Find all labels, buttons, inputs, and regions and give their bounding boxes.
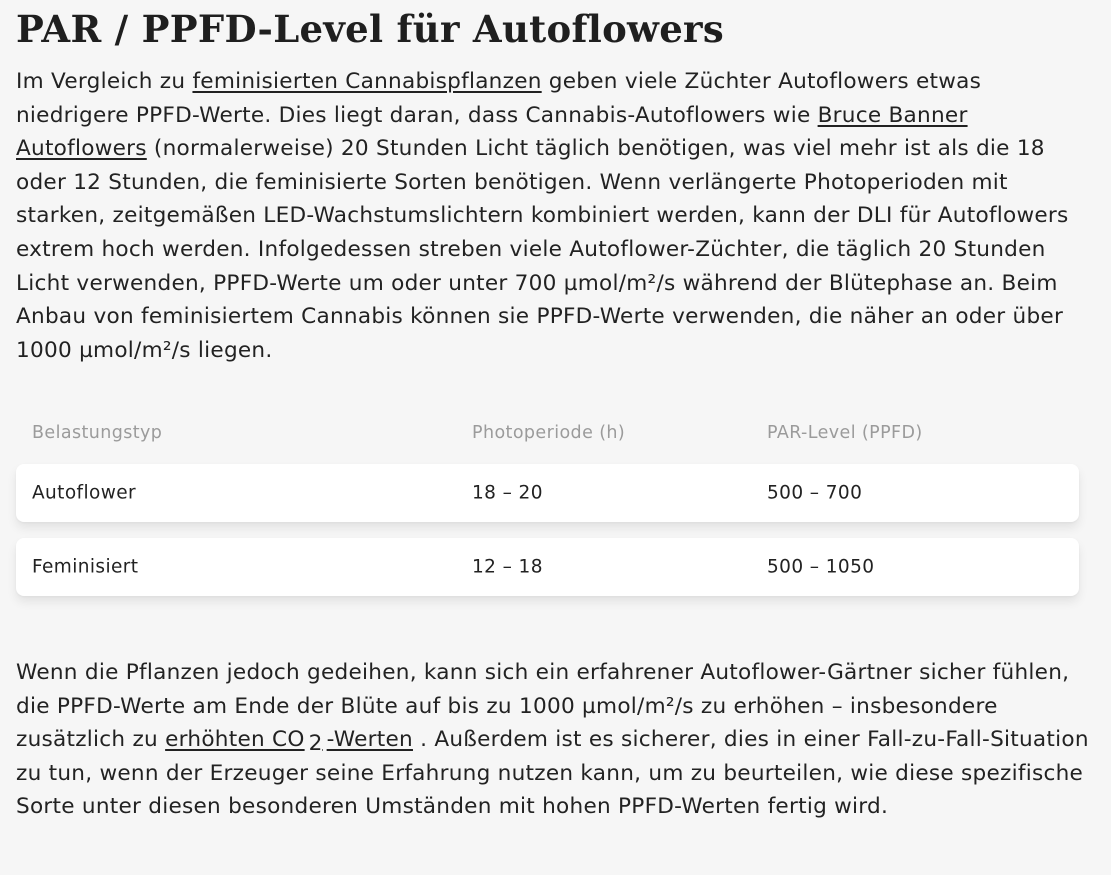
bruce-banner-link[interactable]: Bruce Banner Autoflowers [16,102,968,162]
paragraph-text: geben viele Züchter Autoflowers etwas niedrigere PPFD-Werte. Dies liegt daran, dass Cannabis-Autoflowers wie [16,69,982,128]
cell-par-level: 500 – 700 [767,482,863,504]
cell-par-level: 500 – 1050 [767,556,875,578]
intro-paragraph [16,65,1091,367]
followup-paragraph [16,656,1091,824]
paragraph-text: Im Vergleich zu [16,69,193,94]
table-row [16,464,1079,522]
co2-link-suffix: -Werten [326,727,413,753]
column-header-photoperiod: Photoperiode (h) [472,423,626,443]
table-row [16,538,1079,596]
cell-type: Feminisiert [32,556,139,578]
section-heading: PAR / PPFD-Level für Autoflowers [16,7,724,51]
paragraph-text: (normalerweise) 20 Stunden Licht täglich benötigen, was viel mehr ist als die 18 oder 12 Stunden, die feminisierte Sorten benötigen. Wenn verlängerte Photoperioden mit starken, zeitgemäßen LED-Wachstumslichtern kombiniert werden, kann der DLI für Autoflowers extrem hoch werden. Infolgedessen streben viele Autoflower-Züchter, die täglich 20 Stunden Licht verwenden, PPFD-Werte um oder unter 700 µmol/m²/s während der Blütephase an. Beim Anbau von feminisiertem Cannabis können sie PPFD-Werte verwenden, die näher an oder über 1000 µmol/m²/s liegen. [16,136,1069,363]
column-header-par-level: PAR-Level (PPFD) [767,423,923,443]
table-header [16,414,1079,452]
feminized-cannabis-link[interactable]: feminisierten Cannabispflanzen [192,69,542,94]
co2-link-text: erhöhten CO [165,727,305,753]
paragraph-text: Wenn die Pflanzen jedoch gedeihen, kann sich ein erfahrener Autoflower-Gärtner sicher fühlen, die PPFD-Werte am Ende der Blüte auf bis zu 1000 µmol/m²/s zu erhöhen – insbesondere zusätzlich zu [16,660,1070,753]
cell-photoperiod: 18 – 20 [472,482,543,504]
co2-levels-link[interactable] [165,727,413,757]
cell-photoperiod: 12 – 18 [472,556,543,578]
co2-subscript: 2 [308,731,323,757]
ppfd-table [16,414,1079,578]
cell-type: Autoflower [32,482,137,504]
paragraph-text: . Außerdem ist es sicherer, dies in einer Fall-zu-Fall-Situation zu tun, wenn der Erzeuger seine Erfahrung nutzen kann, um zu beurteilen, wie diese spezifische Sorte unter diesen besonderen Umständen mit hohen PPFD-Werten fertig wird. [16,727,1089,820]
column-header-type: Belastungstyp [32,423,163,443]
